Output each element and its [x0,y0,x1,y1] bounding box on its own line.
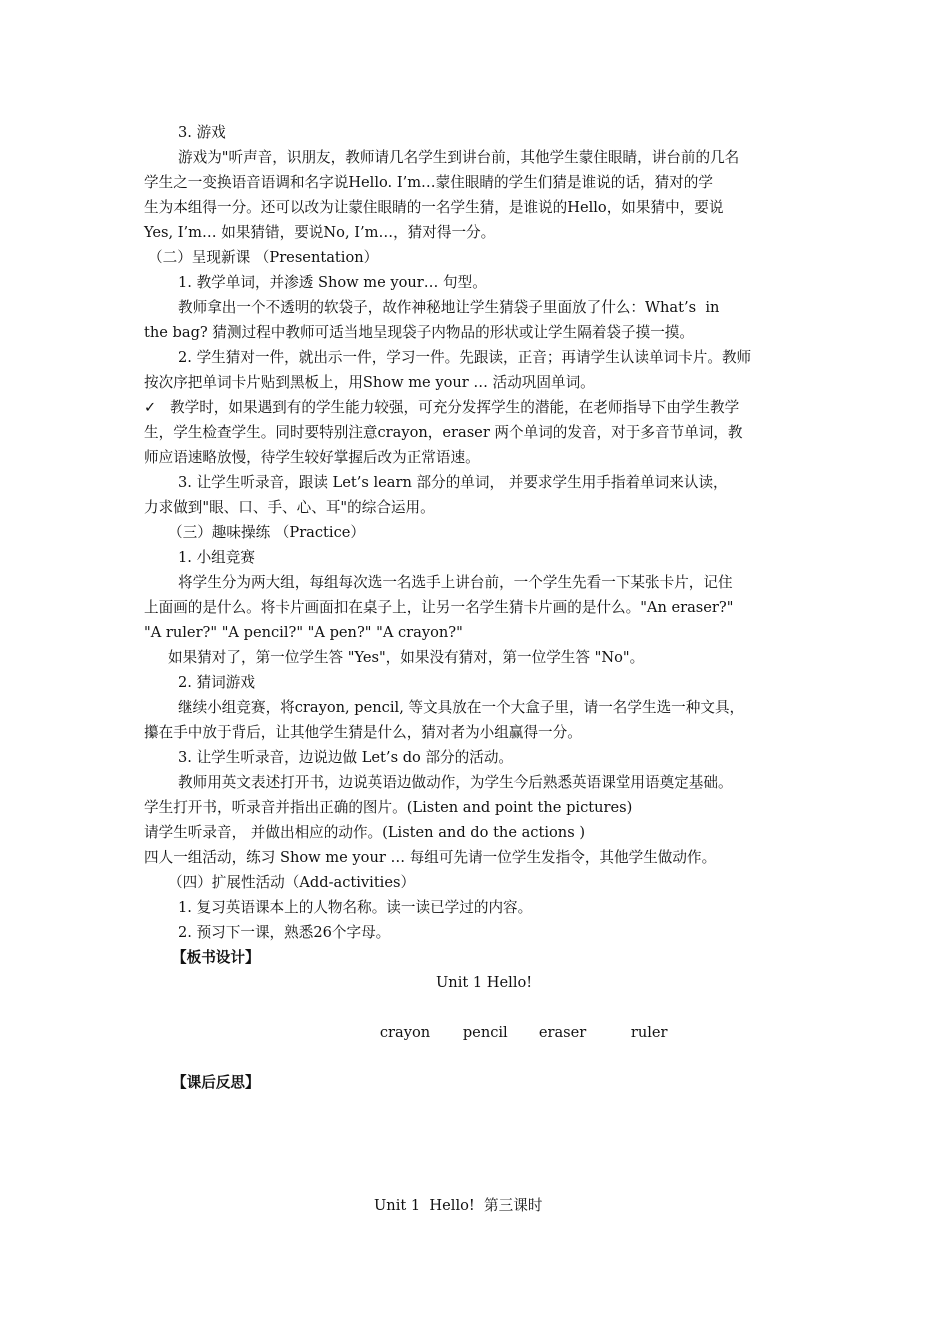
paragraph-line: 2. 预习下一课，熟悉26个字母。 [178,924,391,941]
paragraph-line: 力求做到"眼、口、手、心、耳"的综合运用。 [144,499,435,516]
board-word: crayon [379,1024,431,1041]
paragraph-line: 如果猜对了，第一位学生答 "Yes"，如果没有猜对，第一位学生答 "No"。 [168,649,645,666]
paragraph-line: 四人一组活动，练习 Show me your … 每组可先请一位学生发指令，其他学生做动作。 [144,849,717,866]
paragraph-line: 2. 学生猜对一件，就出示一件，学习一件。先跟读，正音；再请学生认读单词卡片。教师 [178,349,752,366]
paragraph-line: Yes, I’m… 如果猜错，要说No, I’m…，猜对得一分。 [144,224,496,241]
board-word: eraser [538,1024,587,1041]
section-heading-practice: （三）趣味操练 （Practice） [168,524,365,541]
paragraph-line: 上面画的是什么。将卡片画面扣在桌子上，让另一名学生猜卡片画的是什么。"An eraser?" [144,599,734,616]
paragraph-line: 教师拿出一个不透明的软袋子，故作神秘地让学生猜袋子里面放了什么：What’s in [178,299,720,316]
paragraph-line: 游戏为"听声音，识朋友，教师请几名学生到讲台前，其他学生蒙住眼睛，讲台前的几名 [178,149,740,166]
subsection-heading: 1. 小组竞赛 [178,549,255,566]
section-heading-presentation: （二）呈现新课 （Presentation） [148,249,379,266]
paragraph-line: 3. 让学生听录音，跟读 Let’s learn 部分的单词， 并要求学生用手指着单词来认读， [178,474,728,491]
page-footer: Unit 1 Hello! 第三课时 [374,1197,543,1214]
board-word: pencil [462,1024,508,1041]
paragraph-line: 生，学生检查学生。同时要特别注意crayon，eraser 两个单词的发音，对于多音节单词，教 [144,424,743,441]
board-title: Unit 1 Hello! [436,974,533,991]
paragraph-line: 生为本组得一分。还可以改为让蒙住眼睛的一名学生猜，是谁说的Hello，如果猜中，要说 [144,199,724,216]
paragraph-line: "A ruler?" "A pencil?" "A pen?" "A crayon?" [144,624,463,641]
paragraph-line: 攥在手中放于背后，让其他学生猜是什么，猜对者为小组赢得一分。 [144,724,582,741]
paragraph-text: 教学时，如果遇到有的学生能力较强，可充分发挥学生的潜能，在老师指导下由学生教学 [170,399,740,416]
subsection-heading: 2. 猜词游戏 [178,674,255,691]
paragraph-line: 将学生分为两大组，每组每次选一名选手上讲台前，一个学生先看一下某张卡片，记住 [178,574,733,591]
checkmark-icon: ✓ [144,399,157,416]
paragraph-line [144,395,810,420]
paragraph-line: 师应语速略放慢，待学生较好掌握后改为正常语速。 [144,449,480,466]
document-body [144,120,810,1095]
board-word-list [144,995,810,1070]
board-word: ruler [630,1024,668,1041]
paragraph-line: 教师用英文表述打开书，边说英语边做动作，为学生今后熟悉英语课堂用语奠定基础。 [178,774,733,791]
paragraph-line: 1. 复习英语课本上的人物名称。读一读已学过的内容。 [178,899,533,916]
paragraph-line: 继续小组竞赛，将crayon, pencil, 等文具放在一个大盒子里，请一名学生选一种文具， [178,699,745,716]
board-design-heading: 【板书设计】 [172,949,260,966]
paragraph-line: 学生之一变换语音语调和名字说Hello. I’m…蒙住眼睛的学生们猜是谁说的话，猜对的学 [144,174,713,191]
paragraph-line: 按次序把单词卡片贴到黑板上，用Show me your … 活动巩固单词。 [144,374,595,391]
section-heading-game: 3. 游戏 [178,124,226,141]
section-heading-add-activities: （四）扩展性活动（Add-activities） [168,874,416,891]
reflection-heading: 【课后反思】 [172,1074,260,1091]
paragraph-line: the bag? 猜测过程中教师可适当地呈现袋子内物品的形状或让学生隔着袋子摸一摸。 [144,324,694,341]
paragraph-line: 请学生听录音， 并做出相应的动作。(Listen and do the actions ) [144,824,586,841]
paragraph-line: 1. 教学单词，并渗透 Show me your… 句型。 [178,274,487,291]
paragraph-line: 3. 让学生听录音，边说边做 Let’s do 部分的活动。 [178,749,514,766]
paragraph-line: 学生打开书，听录音并指出正确的图片。(Listen and point the pictures) [144,799,633,816]
